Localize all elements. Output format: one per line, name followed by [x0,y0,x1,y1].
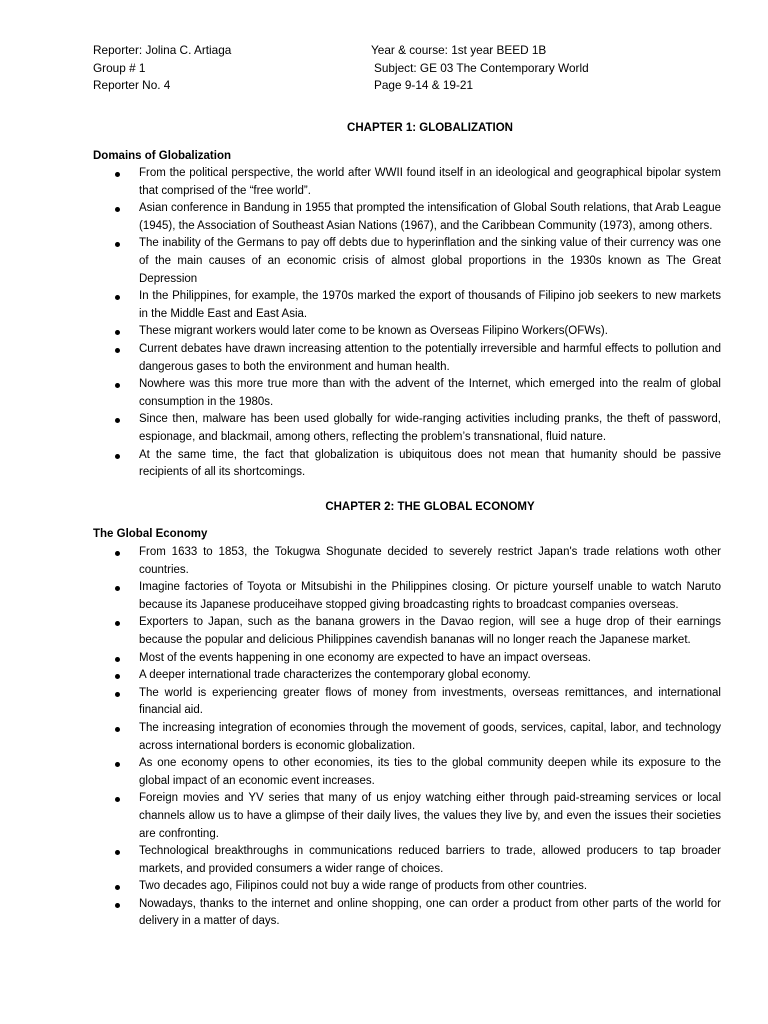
bullet-icon [115,295,120,300]
chapter-2-title: CHAPTER 2: THE GLOBAL ECONOMY [325,501,535,513]
header-row [93,42,733,60]
list-item [93,614,721,649]
bullet-text: Nowadays, thanks to the internet and online shopping, one can order a product from other parts of the world for delivery in a matter of days. [139,897,721,928]
bullet-icon [115,551,120,556]
document-header [93,42,733,95]
bullet-text: The world is experiencing greater flows of money from investments, overseas remittances, and international financial aid. [139,686,721,717]
list-item [93,755,721,790]
bullet-icon [115,242,120,247]
bullet-text: A deeper international trade characterizes the contemporary global economy. [139,669,531,682]
chapter-1-section-heading: Domains of Globalization [93,150,232,162]
list-item [93,790,721,843]
list-item [93,200,721,235]
list-item [93,323,721,341]
list-item [93,685,721,720]
list-item [93,376,721,411]
bullet-icon [115,692,120,697]
bullet-text: In the Philippines, for example, the 1970s marked the export of thousands of Filipino job seekers to new markets in the Middle East and East Asia. [139,290,721,320]
chapter-2-section-heading: The Global Economy [93,528,208,540]
bullet-icon [115,348,120,353]
chapter-2-bullet-list [93,544,721,931]
reporter-number: Reporter No. 4 [93,78,171,92]
list-item [93,667,721,685]
header-row [93,77,733,95]
bullet-icon [115,674,120,679]
bullet-text: Imagine factories of Toyota or Mitsubishi in the Philippines closing. Or picture yourself unable to watch Naruto because its Japanese produceihave stopped giving broadcasting rights to broadcast companies overseas. [139,581,721,611]
list-item [93,288,721,323]
bullet-icon [115,903,120,908]
bullet-icon [115,885,120,890]
bullet-text: Most of the events happening in one economy are expected to have an impact overseas. [139,651,591,664]
bullet-text: The increasing integration of economies through the movement of goods, services, capital, labor, and technology across international borders is economic globalization. [139,721,721,752]
bullet-icon [115,850,120,855]
year-course: Year & course: 1st year BEED 1B [371,43,547,57]
bullet-text: Since then, malware has been used globally for wide-ranging activities including pranks, the theft of password, espionage, and blackmail, among others, reflecting the problem’s transnational, fluid nature. [139,413,721,443]
page-range: Page 9-14 & 19-21 [374,78,474,92]
list-item [93,411,721,446]
bullet-text: Technological breakthroughs in communications reduced barriers to trade, allowed producers to tap broader markets, and provided consumers a wider range of choices. [139,845,721,875]
bullet-icon [115,418,120,423]
bullet-text: The inability of the Germans to pay off debts due to hyperinflation and the sinking value of their currency was one of the main causes of an economic crisis of almost global proportions in the 1930s known as The Great Depression [139,237,721,285]
group-number: Group # 1 [93,60,146,75]
chapter-1-bullet-list [93,165,721,482]
bullet-icon [115,657,120,662]
bullet-icon [115,454,120,459]
bullet-icon [115,727,120,732]
list-item [93,165,721,200]
list-item [93,650,721,668]
bullet-text: At the same time, the fact that globalization is ubiquitous does not mean that humanity should be passive recipients of all its shortcomings. [139,448,721,479]
bullet-text: Foreign movies and YV series that many of us enjoy watching either through paid-streaming services or local channels allow us to have a glimpse of their daily lives, the values they live by, and even the issues their societies are confronting. [139,792,721,840]
bullet-text: From the political perspective, the world after WWII found itself in an ideological and geographical bipolar system that comprised of the “free world”. [139,167,721,197]
bullet-icon [115,762,120,767]
bullet-text: Current debates have drawn increasing attention to the potentially irreversible and harmful effects to pollution and dangerous gases to both the environment and human health. [139,342,721,373]
bullet-icon [115,586,120,591]
list-item [93,341,721,376]
list-item [93,544,721,579]
list-item [93,843,721,878]
list-item [93,878,721,896]
header-row [93,60,733,78]
list-item [93,896,721,931]
chapter-1-title: CHAPTER 1: GLOBALIZATION [347,122,513,134]
bullet-icon [115,207,120,212]
bullet-text: Two decades ago, Filipinos could not buy a wide range of products from other countries. [139,880,588,893]
subject: Subject: GE 03 The Contemporary World [374,60,589,75]
bullet-text: Exporters to Japan, such as the banana growers in the Davao region, will see a huge drop of their earnings because the popular and delicious Philippines cavendish bananas will no longer reach the Japanese market. [139,616,721,646]
reporter-name: Reporter: Jolina C. Artiaga [93,43,232,57]
bullet-icon [115,172,120,177]
bullet-icon [115,797,120,802]
bullet-icon [115,621,120,626]
list-item [93,235,721,288]
list-item [93,720,721,755]
list-item [93,579,721,614]
bullet-text: These migrant workers would later come to be known as Overseas Filipino Workers(OFWs). [139,325,608,338]
bullet-icon [115,330,120,335]
bullet-icon [115,383,120,388]
bullet-text: Nowhere was this more true more than with the advent of the Internet, which emerged into the realm of global consumption in the 1980s. [139,378,721,408]
bullet-text: Asian conference in Bandung in 1955 that prompted the intensification of Global South relations, that Arab League (1945), the Association of Southeast Asian Nations (1967), and the Caribbean Community (1973), among others. [139,202,721,232]
bullet-text: As one economy opens to other economies, its ties to the global community deepen while its exposure to the global impact of an economic event increases. [139,757,721,787]
list-item [93,447,721,482]
bullet-text: From 1633 to 1853, the Tokugwa Shogunate decided to severely restrict Japan's trade relations woth other countries. [139,546,721,576]
